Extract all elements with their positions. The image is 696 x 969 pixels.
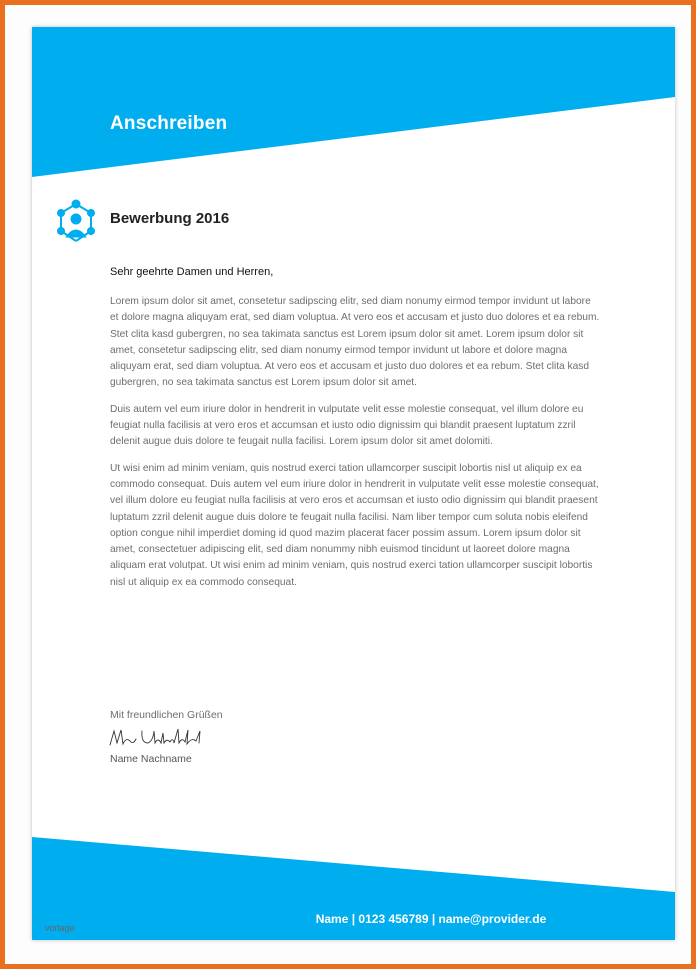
body-paragraph: Ut wisi enim ad minim veniam, quis nostrud exerci tation ullamcorper suscipit lobortis nisl ut aliquip ex ea commodo consequat. Duis autem vel eum iriure dolor in hendrerit in vulputate velit esse molestie consequat, vel illum dolore eu feugiat nulla facilisis at vero eros et accumsan et iusto odio dignissim qui blandit praesent luptatum zzril delenit augue duis dolore te feugait nulla facilisi. Nam liber tempor cum soluta nobis eleifend option congue nihil imperdiet doming id quod mazim placerat facer possim assum. Lorem ipsum dolor sit amet, consectetuer adipiscing elit, sed diam nonummy nibh euismod tincidunt ut laoreet dolore magna aliquam erat volutpat. Ut wisi enim ad minim veniam, quis nostrud exerci tation ullamcorper suscipit lobortis nisl ut aliquip ex ea commodo consequat. <box>110 462 599 588</box>
salutation: Sehr geehrte Damen und Herren, <box>110 266 274 278</box>
letter-page <box>32 27 675 940</box>
page-title: Anschreiben <box>110 113 228 134</box>
contact-details: Name | 0123 456789 | name@provider.de <box>315 912 547 926</box>
letter-body <box>110 294 600 601</box>
watermark: vorlage <box>45 923 75 933</box>
handwritten-signature <box>108 725 208 751</box>
sender-name: Name Nachname <box>110 753 192 765</box>
footer-contact <box>32 912 675 926</box>
closing-phrase: Mit freundlichen Grüßen <box>110 709 223 721</box>
body-paragraph: Lorem ipsum dolor sit amet, consetetur sadipscing elitr, sed diam nonumy eirmod tempor invidunt ut labore et dolore magna aliquyam erat, sed diam voluptua. At vero eos et accusam et justo duo dolores et ea rebum. Stet clita kasd gubergren, no sea takimata sanctus est Lorem ipsum dolor sit amet. Lorem ipsum dolor sit amet, consetetur sadipscing elitr, sed diam nonumy eirmod tempor invidunt ut labore et dolore magna aliquyam erat, sed diam voluptua. At vero eos et accusam et justo duo dolores et ea rebum. Stet clita kasd gubergren, no sea takimata sanctus est Lorem ipsum dolor sit amet. <box>110 296 600 389</box>
body-paragraph: Duis autem vel eum iriure dolor in hendrerit in vulputate velit esse molestie consequat, vel illum dolore eu feugiat nulla facilisis at vero eros et accumsan et iusto odio dignissim qui blandit praesent luptatum zzril delenit augue duis dolore te feugait nulla facilisi. Lorem ipsum dolor sit amet dolomiti. <box>110 403 584 448</box>
header-banner <box>32 27 675 177</box>
letter-subject: Bewerbung 2016 <box>110 210 230 227</box>
network-people-icon <box>56 199 96 245</box>
